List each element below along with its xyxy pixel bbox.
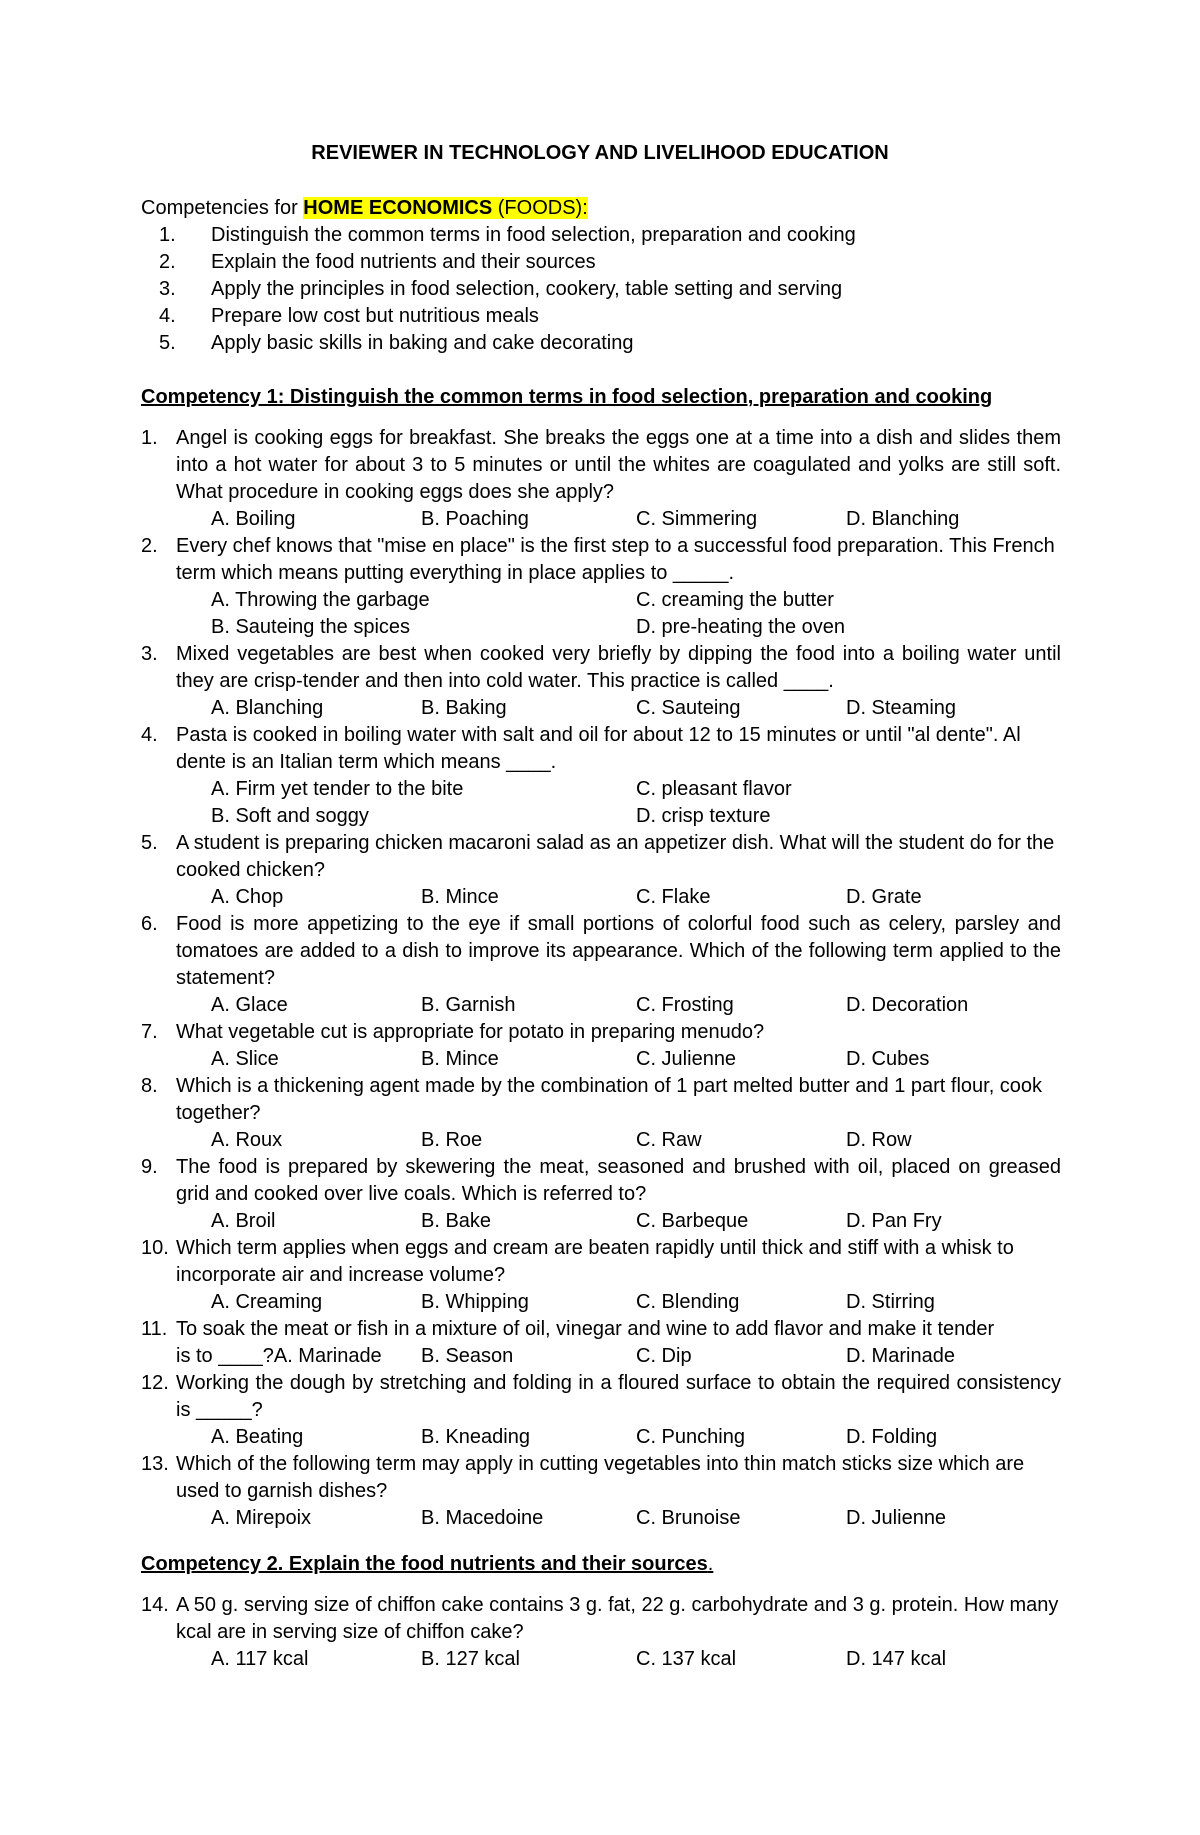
option-b: B. Bake [421,1210,492,1232]
option-b: B. Sauteing the spices [211,616,411,638]
question-text: Which of the following term may apply in cutting vegetables into thin match sticks size which are used to garnish dishes? [176,1453,1025,1502]
option-b: B. Poaching [421,508,529,530]
foods-highlight: (FOODS): [492,197,588,219]
option-a: A. Blanching [211,697,324,719]
question-number: 13. [141,1453,169,1475]
question-text: Food is more appetizing to the eye if small portions of colorful food such as celery, parsley and tomatoes are added to a dish to improve its appearance. Which of the following term applied to the statement? [176,913,1061,989]
option-a: A. Chop [211,886,284,908]
option-d: D. Stirring [846,1291,935,1313]
competency-item: Explain the food nutrients and their sources [211,251,596,273]
option-a: A. Mirepoix [211,1507,312,1529]
competency-item: Apply basic skills in baking and cake decorating [211,332,634,354]
option-a: A. Slice [211,1048,279,1070]
option-d: D. Cubes [846,1048,930,1070]
option-b: B. Season [421,1345,514,1367]
question-number: 1. [141,427,158,449]
option-a: A. Beating [211,1426,304,1448]
competency-number: 5. [159,332,176,354]
question-text: Angel is cooking eggs for breakfast. She breaks the eggs one at a time into a dish and slides them into a hot water for about 3 to 5 minutes or until the whites are coagulated and yolks are still soft. What procedure in cooking eggs does she apply? [176,427,1061,503]
option-b: B. Garnish [421,994,516,1016]
competency-item: Distinguish the common terms in food selection, preparation and cooking [211,224,856,246]
question-number: 4. [141,724,158,746]
option-b: B. Macedoine [421,1507,544,1529]
question-number: 8. [141,1075,158,1097]
competencies-intro [141,195,588,222]
competency-number: 3. [159,278,176,300]
competency-item: Prepare low cost but nutritious meals [211,305,539,327]
option-b: B. Soft and soggy [211,805,369,827]
section-heading-competency-1: Competency 1: Distinguish the common terms in food selection, preparation and cooking [141,386,993,408]
option-c: C. Barbeque [636,1210,749,1232]
question-number: 7. [141,1021,158,1043]
question-text: Which is a thickening agent made by the combination of 1 part melted butter and 1 part flour, cook together? [176,1075,1043,1124]
option-d: D. crisp texture [636,805,771,827]
question-text: Pasta is cooked in boiling water with salt and oil for about 12 to 15 minutes or until "al dente". Al dente is an Italian term which means ____. [176,724,1021,773]
option-a: A. Broil [211,1210,276,1232]
option-c: C. Sauteing [636,697,741,719]
competency-number: 2. [159,251,176,273]
question-text: What vegetable cut is appropriate for potato in preparing menudo? [176,1021,765,1043]
option-a: A. Throwing the garbage [211,589,430,611]
question-number: 9. [141,1156,158,1178]
option-c: C. Raw [636,1129,702,1151]
option-b: B. 127 kcal [421,1648,520,1670]
competencies-prefix: Competencies for [141,197,304,219]
option-c: C. Dip [636,1345,692,1367]
option-b: B. Kneading [421,1426,530,1448]
question-text: Working the dough by stretching and folding in a floured surface to obtain the required consistency is _____? [176,1372,1061,1421]
option-a: A. 117 kcal [211,1648,309,1670]
question-text: Mixed vegetables are best when cooked very briefly by dipping the food into a boiling water until they are crisp-tender and then into cold water. This practice is called ____. [176,643,1061,692]
option-c: C. 137 kcal [636,1648,737,1670]
question-number: 14. [141,1594,169,1616]
option-c: C. Brunoise [636,1507,741,1529]
question-text: To soak the meat or fish in a mixture of oil, vinegar and wine to add flavor and make it tender [176,1318,995,1340]
option-d: D. Decoration [846,994,969,1016]
question-text: Which term applies when eggs and cream are beaten rapidly until thick and stiff with a whisk to incorporate air and increase volume? [176,1237,1014,1286]
option-d: D. Folding [846,1426,938,1448]
document-title: REVIEWER IN TECHNOLOGY AND LIVELIHOOD EDUCATION [311,142,889,164]
option-d: D. Marinade [846,1345,955,1367]
option-a: A. Glace [211,994,288,1016]
question-number: 2. [141,535,158,557]
question-number: 10. [141,1237,169,1259]
option-c: C. Julienne [636,1048,737,1070]
section-heading-text: Competency 2. Explain the food nutrients and their sources [141,1553,708,1575]
option-c: C. creaming the butter [636,589,834,611]
option-d: D. Steaming [846,697,957,719]
competency-number: 1. [159,224,176,246]
option-c: C. Blending [636,1291,740,1313]
option-c: C. Frosting [636,994,734,1016]
question-number: 6. [141,913,158,935]
option-d: D. Pan Fry [846,1210,942,1232]
option-b: B. Baking [421,697,507,719]
option-b: B. Roe [421,1129,483,1151]
option-d: D. 147 kcal [846,1648,947,1670]
option-a: A. Firm yet tender to the bite [211,778,464,800]
option-d: D. Grate [846,886,922,908]
option-a: A. Creaming [211,1291,323,1313]
question-inline-option-a: is to ____?A. Marinade [176,1345,382,1367]
option-c: C. pleasant flavor [636,778,792,800]
question-text: The food is prepared by skewering the meat, seasoned and brushed with oil, placed on greased grid and cooked over live coals. Which is referred to? [176,1156,1061,1205]
question-text: A 50 g. serving size of chiffon cake contains 3 g. fat, 22 g. carbohydrate and 3 g. protein. How many kcal are in serving size of chiffon cake? [176,1594,1059,1643]
question-text: Every chef knows that "mise en place" is the first step to a successful food preparation. This French term which means putting everything in place applies to _____. [176,535,1055,584]
section-heading-competency-2 [141,1551,713,1578]
option-c: C. Flake [636,886,711,908]
option-a: A. Roux [211,1129,283,1151]
option-d: D. Blanching [846,508,960,530]
competency-item: Apply the principles in food selection, cookery, table setting and serving [211,278,843,300]
option-b: B. Mince [421,1048,499,1070]
competency-number: 4. [159,305,176,327]
home-economics-highlight: HOME ECONOMICS [303,197,493,219]
option-d: D. Julienne [846,1507,947,1529]
question-number: 11. [141,1318,168,1340]
option-c: C. Punching [636,1426,745,1448]
section-heading-period: . [707,1553,714,1575]
question-number: 3. [141,643,158,665]
option-d: D. pre-heating the oven [636,616,846,638]
question-number: 12. [141,1372,169,1394]
question-text: A student is preparing chicken macaroni salad as an appetizer dish. What will the student do for the cooked chicken? [176,832,1055,881]
option-c: C. Simmering [636,508,758,530]
question-number: 5. [141,832,158,854]
option-b: B. Mince [421,886,499,908]
option-d: D. Row [846,1129,912,1151]
option-a: A. Boiling [211,508,296,530]
option-b: B. Whipping [421,1291,529,1313]
